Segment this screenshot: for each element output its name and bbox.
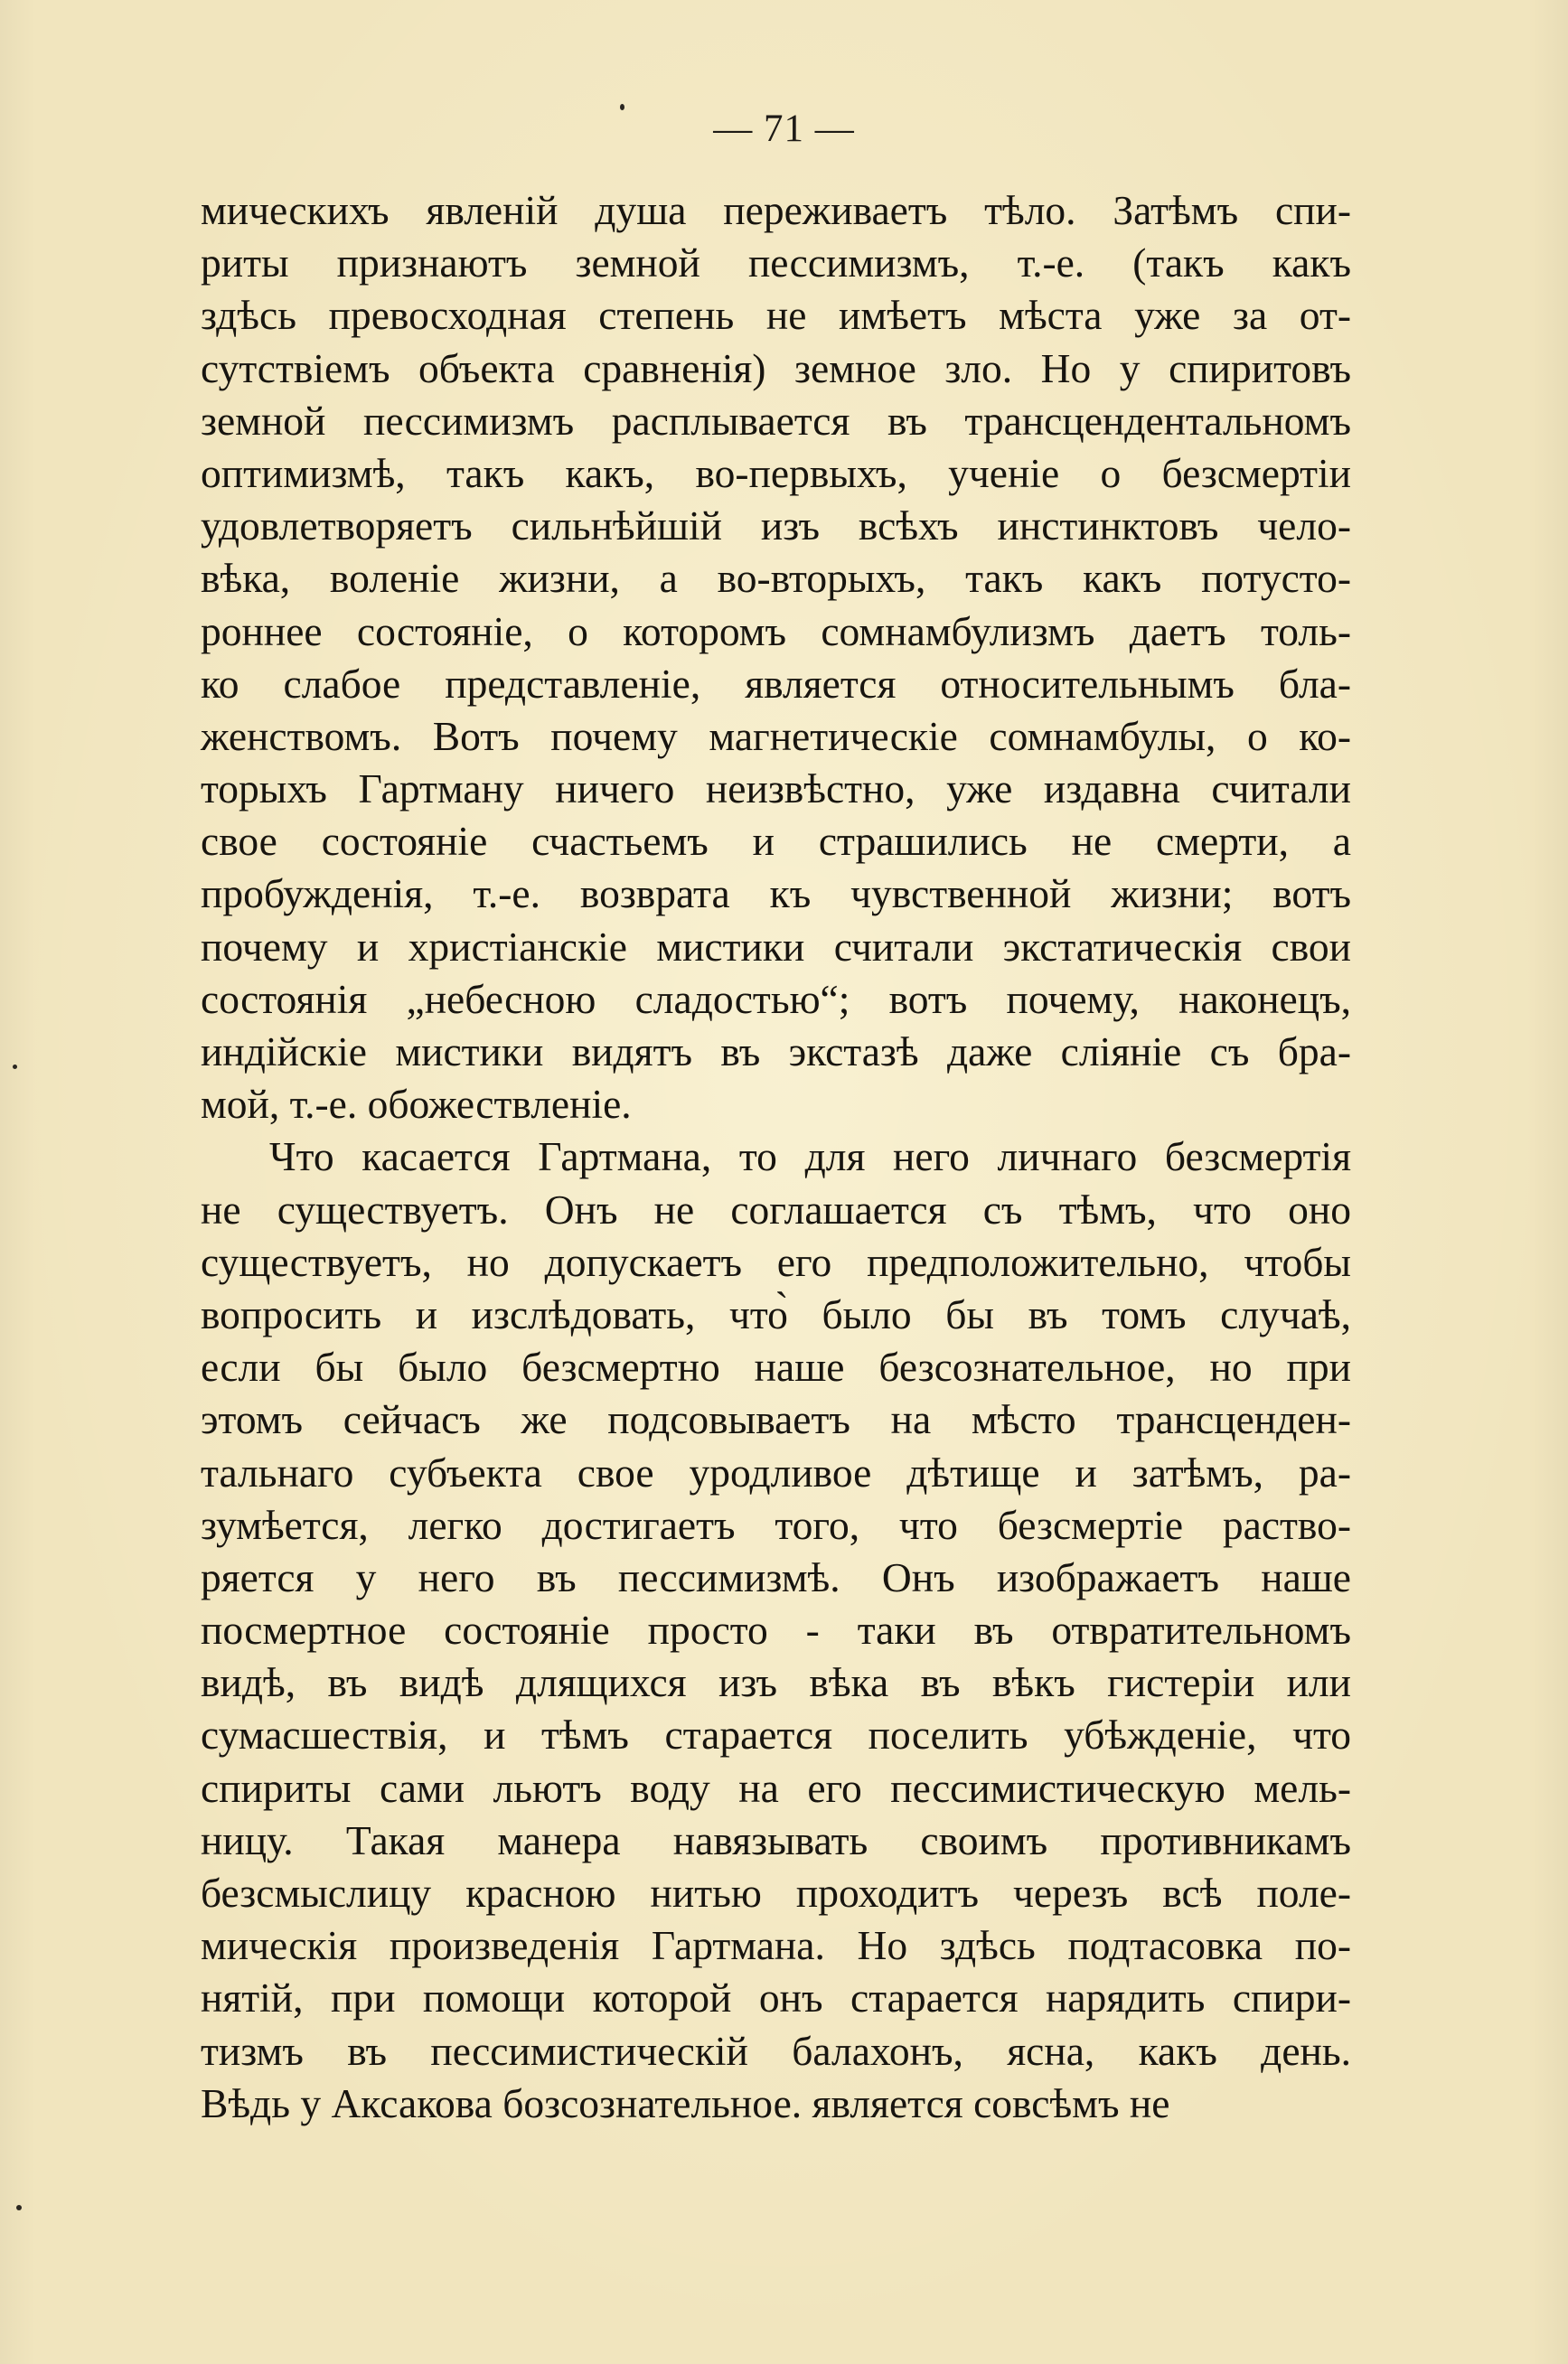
text-line: нятій, при помощи которой онъ старается нарядить спири- [201,1975,1351,2022]
text-line: зумѣется, легко достигаетъ того, что безсмертіе раство- [201,1501,1351,1548]
text-line: удовлетворяетъ сильнѣйшій изъ всѣхъ инстинктовъ чело- [201,502,1351,549]
text-line: ницу. Такая манера навязывать своимъ противникамъ [201,1816,1351,1863]
text-line: безсмыслицу красною нитью проходитъ черезъ всѣ поле- [201,1870,1351,1916]
text-line: риты признаютъ земной пессимизмъ, т.-е. (такъ какъ [201,239,1351,286]
text-line: пробужденія, т.-е. возврата къ чувственной жизни; вотъ [201,870,1351,917]
text-line: ко слабое представленіе, является относительнымъ бла- [201,660,1351,707]
text-line: почему и христіанскіе мистики считали экстатическія свои [201,923,1351,970]
paper-speck [620,104,624,110]
text-line: ряется у него въ пессимизмѣ. Онъ изображаетъ наше [201,1553,1351,1600]
text-line: мическія произведенія Гартмана. Но здѣсь подтасовка по- [201,1922,1351,1969]
text-line: тизмъ въ пессимистическій балахонъ, ясна, какъ день. [201,2027,1351,2074]
text-line: индійскіе мистики видятъ въ экстазѣ даже сліяніе съ бра- [201,1028,1351,1074]
text-line: роннее состояніе, о которомъ сомнамбулизмъ даетъ толь- [201,607,1351,654]
text-line: тальнаго субъекта свое уродливое дѣтище и затѣмъ, ра- [201,1449,1351,1496]
page-number: — 71 — [713,108,855,150]
body-text [201,184,1351,2130]
text-line: существуетъ, но допускаетъ его предположительно, чтобы [201,1238,1351,1285]
text-line: спириты сами льютъ воду на его пессимистическую мель- [201,1764,1351,1811]
text-line: не существуетъ. Онъ не соглашается съ тѣмъ, что оно [201,1186,1351,1233]
text-line: если бы было безсмертно наше безсознательное, но при [201,1344,1351,1391]
text-line: видѣ, въ видѣ длящихся изъ вѣка въ вѣкъ гистеріи или [201,1659,1351,1706]
text-line: оптимизмѣ, такъ какъ, во-первыхъ, ученіе о безсмертіи [201,449,1351,496]
paragraph-2 [201,1130,1351,2130]
text-line: свое состояніе счастьемъ и страшились не смерти, а [201,818,1351,865]
text-line: Что касается Гартмана, то для него личнаго безсмертія [269,1133,1351,1180]
text-line: сумасшествія, и тѣмъ старается поселить убѣжденіе, что [201,1712,1351,1759]
text-line: вопросить и изслѣдовать, что̀ было бы въ томъ случаѣ, [201,1290,1351,1337]
text-line: этомъ сейчасъ же подсовываетъ на мѣсто трансценден- [201,1396,1351,1443]
text-line: земной пессимизмъ расплывается въ трансцендентальномъ [201,397,1351,444]
paragraph-1 [201,184,1351,1130]
text-line: женствомъ. Вотъ почему магнетическіе сомнамбулы, о ко- [201,712,1351,759]
text-line: торыхъ Гартману ничего неизвѣстно, уже издавна считали [201,765,1351,812]
text-line: Вѣдь у Аксакова бозсознательное. является совсѣмъ не [201,2079,1170,2126]
text-line: мой, т.-е. обожествленіе. [201,1081,632,1128]
paper-speck [13,1065,17,1069]
paper-speck [16,2205,22,2210]
text-line: сутствіемъ объекта сравненія) земное зло. Но у спиритовъ [201,344,1351,391]
text-line: здѣсь превосходная степень не имѣетъ мѣста уже за от- [201,292,1351,339]
text-line: состоянія „небесною сладостью“; вотъ почему, наконецъ, [201,975,1351,1022]
text-line: посмертное состояніе просто - таки въ отвратительномъ [201,1607,1351,1654]
text-line: вѣка, воленіе жизни, а во-вторыхъ, такъ какъ потусто- [201,555,1351,602]
text-line: мическихъ явленій душа переживаетъ тѣло. Затѣмъ спи- [201,187,1351,233]
